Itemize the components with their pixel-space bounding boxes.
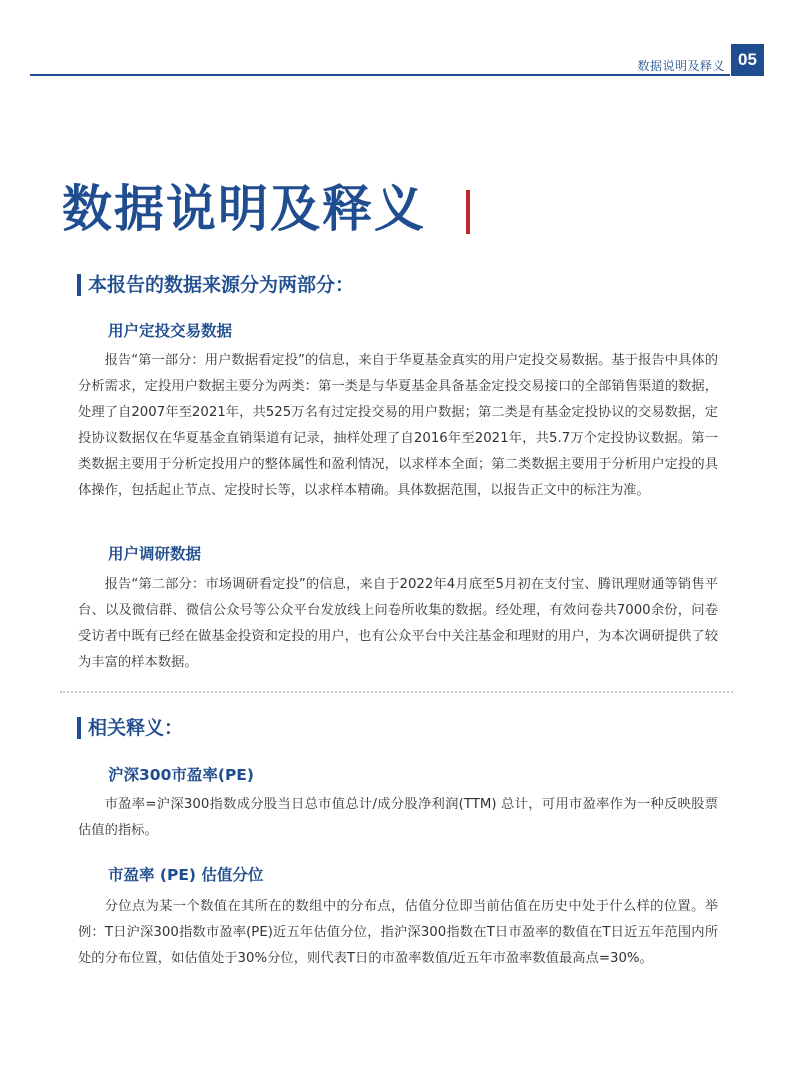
section-heading-definitions: 相关释义： [77,716,183,740]
subheading-user-transaction-data: 用户定投交易数据 [108,322,233,340]
header-rule [30,74,730,76]
subheading-pe-percentile: 市盈率 (PE) 估值分位 [108,866,264,884]
section-heading-data-sources: 本报告的数据来源分为两部分： [77,273,354,297]
subheading-user-survey-data: 用户调研数据 [108,545,202,563]
title-accent-bar [466,190,470,234]
page-title: 数据说明及释义 [62,180,426,238]
paragraph-pe-ratio: 市盈率=沪深300指数成分股当日总市值总计/成分股净利润(TTM) 总计，可用市盈率作为一种反映股票估值的指标。 [78,797,718,838]
page-number: 05 [731,44,764,76]
paragraph-pe-percentile: 分位点为某一个数值在其所在的数组中的分布点，估值分位即当前估值在历史中处于什么样的位置。举例：T日沪深300指数市盈率(PE)近五年估值分位，指沪深300指数在T日市盈率的数值在T日近五年范围内所处的分布位置，如估值处于30%分位，则代表T日的市盈率数值/近五年市盈率数值最高点=30%。 [78,899,718,966]
subheading-pe-ratio: 沪深300市盈率(PE) [108,766,254,784]
section-divider [60,691,733,693]
paragraph-user-survey-data: 报告“第二部分：市场调研看定投”的信息，来自于2022年4月底至5月初在支付宝、腾讯理财通等销售平台、以及微信群、微信公众号等公众平台发放线上问卷所收集的数据。经处理，有效问卷共7000余份，问卷受访者中既有已经在做基金投资和定投的用户，也有公众平台中关注基金和理财的用户，为本次调研提供了较为丰富的样本数据。 [78,577,718,670]
paragraph-user-transaction-data: 报告“第一部分：用户数据看定投”的信息，来自于华夏基金真实的用户定投交易数据。基于报告中具体的分析需求，定投用户数据主要分为两类：第一类是与华夏基金具备基金定投交易接口的全部销售渠道的数据，处理了自2007年至2021年，共525万名有过定投交易的用户数据；第二类是有基金定投协议的交易数据，定投协议数据仅在华夏基金直销渠道有记录，抽样处理了自2016年至2021年，共5.7万个定投协议数据。第一类数据主要用于分析定投用户的整体属性和盈利情况，以求样本全面；第二类数据主要用于分析用户定投的具体操作，包括起止节点、定投时长等，以求样本精确。具体数据范围，以报告正文中的标注为准。 [78,353,718,498]
header-title: 数据说明及释义 [637,59,725,73]
